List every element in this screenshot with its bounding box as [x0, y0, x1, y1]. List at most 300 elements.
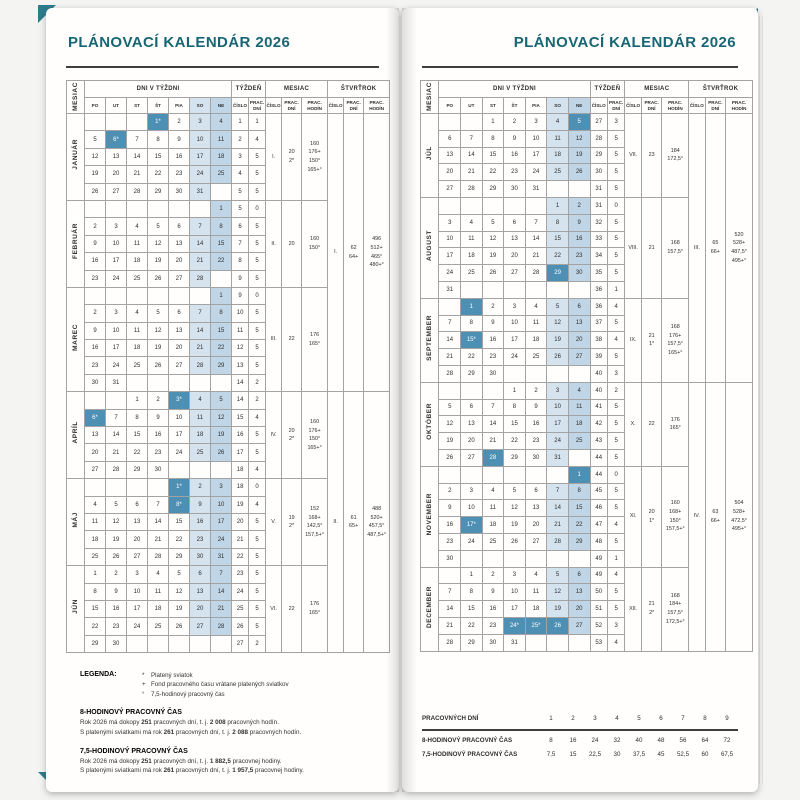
day-cell: 8: [211, 218, 232, 235]
day-cell: 12: [568, 130, 590, 147]
day-cell: 23: [85, 270, 106, 287]
week-number-cell: 23: [232, 566, 249, 583]
day-cell: 26: [482, 265, 504, 282]
month-hours-cell: 184 172,5°: [662, 114, 689, 198]
day-cell: 2: [439, 483, 461, 500]
week-number-cell: 36: [590, 281, 607, 298]
work-time-line: Rok 2026 má dokopy 251 pracovných dní, t. j. 1 882,5 pracovnej hodiny.: [80, 757, 282, 765]
column-header-month: MESIAC: [67, 81, 85, 114]
day-cell: [504, 550, 526, 567]
week-number-header: ČÍSLO: [232, 98, 249, 114]
day-cell: 26: [148, 270, 169, 287]
day-cell: 22: [504, 433, 526, 450]
day-cell: [461, 114, 483, 131]
day-cell: 9: [504, 130, 526, 147]
summary-value-cell: 16: [569, 737, 577, 744]
day-cell: 20: [568, 601, 590, 618]
day-column-header: NE: [211, 98, 232, 114]
day-cell: 25: [148, 618, 169, 635]
week-workdays-cell: 4: [249, 461, 266, 478]
day-cell: 19: [148, 253, 169, 270]
summary-row: [422, 748, 738, 762]
week-workdays-cell: 5: [249, 618, 266, 635]
day-cell: 15: [461, 601, 483, 618]
month-workdays-cell: 19 2*: [282, 479, 302, 566]
day-cell: 25: [461, 265, 483, 282]
day-cell: 10: [461, 500, 483, 517]
day-cell: 5: [169, 566, 190, 583]
summary-header-label: PRACOVNÝCH DNÍ: [422, 715, 479, 722]
day-cell: [148, 287, 169, 304]
week-workdays-cell: 0: [607, 197, 624, 214]
day-cell: 31: [525, 181, 547, 198]
day-cell: 13: [127, 513, 148, 530]
week-number-cell: 9: [232, 287, 249, 304]
day-cell: 31: [211, 548, 232, 565]
day-cell: 2: [169, 114, 190, 131]
day-cell: 13: [525, 500, 547, 517]
day-cell: [568, 449, 590, 466]
day-column-header: UT: [461, 98, 483, 114]
quarter-hours-cell: 488 520+ 457,5° 487,5+°: [364, 392, 390, 653]
week-number-cell: 27: [232, 635, 249, 652]
week-number-cell: 32: [590, 214, 607, 231]
day-cell: 16: [482, 601, 504, 618]
week-workdays-cell: 3: [607, 617, 624, 634]
day-cell: 22: [461, 349, 483, 366]
day-cell: 4: [461, 214, 483, 231]
holiday-day-cell: 8*: [169, 496, 190, 513]
day-cell: [106, 287, 127, 304]
day-cell: [169, 200, 190, 217]
week-number-cell: 2: [232, 131, 249, 148]
day-cell: 15: [85, 600, 106, 617]
day-cell: 17: [169, 427, 190, 444]
day-cell: 30: [169, 183, 190, 200]
week-workdays-cell: 5: [249, 600, 266, 617]
week-workdays-cell: 4: [249, 131, 266, 148]
week-workdays-cell: 0: [249, 200, 266, 217]
day-cell: 7: [439, 584, 461, 601]
month-workdays-cell: 20 2*: [282, 114, 302, 201]
day-cell: 21: [461, 164, 483, 181]
day-cell: [482, 550, 504, 567]
day-cell: 14: [439, 332, 461, 349]
day-cell: [85, 392, 106, 409]
week-workdays-cell: 4: [607, 298, 624, 315]
week-workdays-cell: 5: [607, 147, 624, 164]
day-cell: 12: [504, 500, 526, 517]
month-hours-cell: 176 165°: [662, 382, 689, 466]
day-cell: 25: [547, 164, 569, 181]
work-time-line: S platenými sviatkami má rok 261 pracovných dní, t. j. 2 088 pracovných hodín.: [80, 728, 302, 736]
week-number-cell: 47: [590, 517, 607, 534]
day-cell: 23: [439, 533, 461, 550]
day-cell: 3: [461, 483, 483, 500]
day-cell: [461, 197, 483, 214]
week-workdays-cell: 5: [249, 531, 266, 548]
day-cell: [525, 281, 547, 298]
summary-row-label: 7,5-HODINOVÝ PRACOVNÝ ČAS: [422, 751, 518, 758]
week-workdays-cell: 5: [249, 218, 266, 235]
day-cell: 24: [439, 265, 461, 282]
day-cell: 25: [482, 533, 504, 550]
day-cell: [461, 382, 483, 399]
week-number-cell: 39: [590, 349, 607, 366]
week-number-cell: 31: [590, 197, 607, 214]
week-number-cell: 28: [590, 130, 607, 147]
summary-value-cell: 60: [701, 751, 709, 758]
day-cell: 3: [190, 114, 211, 131]
holiday-day-cell: 25*: [525, 617, 547, 634]
day-cell: [568, 365, 590, 382]
day-cell: 31: [504, 634, 526, 651]
day-cell: 18: [211, 148, 232, 165]
month-workdays-header: PRAC. DNÍ: [282, 98, 302, 114]
day-cell: 8: [482, 130, 504, 147]
day-cell: 29: [211, 357, 232, 374]
day-cell: 13: [85, 427, 106, 444]
day-cell: 17: [525, 147, 547, 164]
day-cell: 14: [127, 148, 148, 165]
day-cell: 12: [547, 584, 569, 601]
month-hours-cell: 168 157,5°: [662, 197, 689, 298]
day-cell: [190, 200, 211, 217]
summary-value-cell: 7,5: [546, 751, 556, 758]
day-cell: 12: [85, 148, 106, 165]
day-cell: [547, 466, 569, 483]
day-cell: 20: [461, 433, 483, 450]
week-workdays-cell: 2: [249, 635, 266, 652]
day-cell: 15: [169, 513, 190, 530]
week-workdays-cell: 5: [249, 235, 266, 252]
day-cell: [85, 287, 106, 304]
day-column-header: PO: [85, 98, 106, 114]
day-cell: 6: [461, 399, 483, 416]
day-cell: 16: [106, 600, 127, 617]
day-cell: 20: [525, 517, 547, 534]
day-cell: 21: [190, 340, 211, 357]
day-cell: 11: [547, 130, 569, 147]
week-workdays-cell: 4: [607, 332, 624, 349]
day-cell: 15: [211, 322, 232, 339]
week-workdays-cell: 0: [607, 466, 624, 483]
day-cell: 6: [169, 305, 190, 322]
day-cell: 8: [547, 214, 569, 231]
day-cell: 25: [568, 433, 590, 450]
week-number-cell: 12: [232, 340, 249, 357]
day-cell: 25: [211, 166, 232, 183]
summary-column-header: 3: [593, 715, 597, 722]
quarter-hours-header: PRAC. HODÍN: [364, 98, 390, 114]
month-number-cell: IV.: [266, 392, 282, 479]
holiday-day-cell: 6*: [106, 131, 127, 148]
day-cell: [504, 281, 526, 298]
day-cell: 23: [482, 617, 504, 634]
day-cell: 30: [439, 550, 461, 567]
day-cell: 21: [439, 617, 461, 634]
day-cell: 13: [169, 235, 190, 252]
day-cell: [439, 298, 461, 315]
month-label: JÚL: [421, 114, 439, 198]
day-cell: 14: [106, 427, 127, 444]
day-cell: [169, 287, 190, 304]
day-cell: 22: [461, 617, 483, 634]
day-cell: 21: [106, 444, 127, 461]
day-cell: 22: [568, 517, 590, 534]
day-cell: 5: [504, 483, 526, 500]
week-number-cell: 27: [590, 114, 607, 131]
table-header-columns: [421, 98, 753, 114]
day-cell: [211, 635, 232, 652]
day-cell: 27: [169, 357, 190, 374]
week-number-cell: 18: [232, 461, 249, 478]
day-cell: 9: [439, 500, 461, 517]
holiday-day-cell: 15*: [461, 332, 483, 349]
day-cell: 18: [461, 248, 483, 265]
week-number-cell: 21: [232, 531, 249, 548]
day-cell: 2: [85, 218, 106, 235]
week-workdays-cell: 5: [607, 130, 624, 147]
day-cell: 29: [85, 635, 106, 652]
week-number-cell: 15: [232, 409, 249, 426]
week-workdays-cell: 2: [607, 382, 624, 399]
day-cell: [127, 479, 148, 496]
week-workdays-cell: 5: [607, 231, 624, 248]
day-cell: 2: [568, 197, 590, 214]
day-cell: 26: [439, 449, 461, 466]
day-cell: [461, 466, 483, 483]
day-cell: 5: [547, 567, 569, 584]
week-number-cell: 19: [232, 496, 249, 513]
day-cell: 30: [85, 374, 106, 391]
day-cell: [525, 197, 547, 214]
day-cell: 10: [504, 584, 526, 601]
week-workdays-cell: 5: [607, 315, 624, 332]
week-number-cell: 41: [590, 399, 607, 416]
holiday-day-cell: 1*: [169, 479, 190, 496]
day-cell: 29: [127, 461, 148, 478]
week-workdays-header: PRAC. DNÍ: [249, 98, 266, 114]
day-cell: 24: [211, 531, 232, 548]
day-cell: [148, 374, 169, 391]
day-cell: 29: [568, 533, 590, 550]
day-cell: 16: [85, 253, 106, 270]
day-cell: 27: [85, 461, 106, 478]
day-cell: 9: [482, 584, 504, 601]
day-cell: 21: [211, 600, 232, 617]
day-cell: 16: [190, 513, 211, 530]
week-workdays-cell: 5: [607, 483, 624, 500]
summary-value-cell: 64: [701, 737, 709, 744]
holiday-day-cell: 1: [461, 298, 483, 315]
day-cell: 7: [439, 315, 461, 332]
day-cell: 20: [169, 253, 190, 270]
day-cell: 3: [439, 214, 461, 231]
day-cell: 20: [169, 340, 190, 357]
day-cell: 6: [568, 567, 590, 584]
summary-value-cell: 32: [613, 737, 621, 744]
day-cell: [106, 114, 127, 131]
week-number-header: ČÍSLO: [590, 98, 607, 114]
day-column-header: PIA: [169, 98, 190, 114]
day-cell: 10: [106, 235, 127, 252]
day-cell: 15: [148, 148, 169, 165]
day-cell: 12: [169, 583, 190, 600]
week-number-cell: 5: [232, 200, 249, 217]
day-cell: 22: [547, 248, 569, 265]
day-cell: [482, 281, 504, 298]
day-cell: 7: [482, 399, 504, 416]
day-cell: [482, 197, 504, 214]
day-cell: 25: [525, 349, 547, 366]
day-cell: [211, 270, 232, 287]
summary-value-cell: 24: [591, 737, 599, 744]
quarter-number-header: ČÍSLO: [689, 98, 705, 114]
day-column-header: ŠT: [504, 98, 526, 114]
day-cell: 14: [547, 500, 569, 517]
summary-value-cell: 37,5: [632, 751, 646, 758]
day-cell: [106, 479, 127, 496]
day-cell: 18: [482, 517, 504, 534]
month-hours-cell: 168 184+ 157,5° 172,5+°: [662, 567, 689, 651]
day-cell: 13: [106, 148, 127, 165]
day-cell: 6: [568, 298, 590, 315]
day-cell: 6: [525, 483, 547, 500]
day-cell: [547, 181, 569, 198]
day-cell: 7: [127, 131, 148, 148]
week-number-cell: 44: [590, 449, 607, 466]
day-cell: 14: [482, 416, 504, 433]
day-cell: 24: [525, 164, 547, 181]
day-cell: 26: [106, 548, 127, 565]
day-cell: 21: [482, 433, 504, 450]
day-cell: 16: [85, 340, 106, 357]
week-workdays-cell: 1: [607, 281, 624, 298]
week-workdays-cell: 0: [249, 479, 266, 496]
day-cell: [127, 200, 148, 217]
column-group-week: TÝŽDEŇ: [590, 81, 625, 98]
day-cell: 2: [106, 566, 127, 583]
day-cell: 11: [482, 500, 504, 517]
week-workdays-cell: 5: [607, 214, 624, 231]
day-cell: 28: [148, 548, 169, 565]
day-cell: 21: [148, 531, 169, 548]
workdays-hours-summary-table: [422, 712, 738, 762]
week-number-cell: 30: [590, 164, 607, 181]
week-number-cell: 22: [232, 548, 249, 565]
day-cell: 9: [525, 399, 547, 416]
week-workdays-cell: 5: [249, 183, 266, 200]
day-cell: 16: [439, 517, 461, 534]
month-hours-cell: 160 168+ 150° 157,5+°: [662, 466, 689, 567]
day-cell: [439, 114, 461, 131]
day-cell: 12: [547, 315, 569, 332]
month-hours-header: PRAC. HODÍN: [302, 98, 328, 114]
holiday-day-cell: 24*: [504, 617, 526, 634]
day-cell: 18: [547, 147, 569, 164]
day-cell: [525, 365, 547, 382]
day-cell: 7: [525, 214, 547, 231]
day-cell: 15: [482, 147, 504, 164]
week-workdays-cell: 4: [607, 517, 624, 534]
quarter-number-cell: III.: [689, 114, 705, 383]
day-cell: 3: [106, 218, 127, 235]
week-number-cell: 51: [590, 601, 607, 618]
month-hours-header: PRAC. HODÍN: [662, 98, 689, 114]
day-cell: 22: [211, 340, 232, 357]
day-cell: 9: [482, 315, 504, 332]
day-cell: 27: [190, 618, 211, 635]
summary-value-cell: 72: [723, 737, 731, 744]
day-cell: 19: [547, 601, 569, 618]
day-cell: 9: [169, 131, 190, 148]
day-cell: 28: [127, 183, 148, 200]
column-header-month: MESIAC: [421, 81, 439, 114]
day-cell: 27: [439, 181, 461, 198]
day-cell: [127, 635, 148, 652]
day-cell: 29: [461, 634, 483, 651]
day-cell: 11: [525, 584, 547, 601]
day-cell: 3: [504, 567, 526, 584]
day-cell: 23: [106, 618, 127, 635]
day-cell: 23: [148, 444, 169, 461]
column-group-quarter: ŠTVRŤROK: [328, 81, 390, 98]
day-cell: 27: [568, 617, 590, 634]
week-number-cell: 33: [590, 231, 607, 248]
month-hours-cell: 152 168+ 142,5° 157,5+°: [302, 479, 328, 566]
planning-calendar-table: [66, 80, 390, 653]
week-number-cell: 37: [590, 315, 607, 332]
week-workdays-cell: 0: [249, 287, 266, 304]
day-cell: 1: [461, 567, 483, 584]
week-number-cell: 29: [590, 147, 607, 164]
day-cell: 27: [106, 183, 127, 200]
day-cell: 2: [85, 305, 106, 322]
day-cell: 22: [85, 618, 106, 635]
day-cell: 6: [190, 566, 211, 583]
day-column-header: UT: [106, 98, 127, 114]
day-cell: 18: [148, 600, 169, 617]
day-cell: 22: [211, 253, 232, 270]
day-cell: 20: [504, 248, 526, 265]
day-cell: 9: [85, 235, 106, 252]
week-number-cell: 11: [232, 322, 249, 339]
month-number-cell: V.: [266, 479, 282, 566]
day-cell: [525, 466, 547, 483]
summary-row: [422, 734, 738, 748]
day-cell: 3: [525, 114, 547, 131]
day-cell: 2: [148, 392, 169, 409]
day-cell: 30: [482, 365, 504, 382]
day-cell: 13: [568, 584, 590, 601]
day-cell: 29: [461, 365, 483, 382]
summary-value-cell: 40: [635, 737, 643, 744]
week-number-cell: 46: [590, 500, 607, 517]
day-cell: 4: [85, 496, 106, 513]
day-cell: 23: [525, 433, 547, 450]
day-cell: 4: [211, 114, 232, 131]
month-number-cell: I.: [266, 114, 282, 201]
quarter-number-cell: II.: [328, 392, 344, 653]
day-cell: 19: [169, 600, 190, 617]
holiday-day-cell: 17*: [461, 517, 483, 534]
day-cell: 19: [148, 340, 169, 357]
week-number-cell: 42: [590, 416, 607, 433]
month-workdays-cell: 22: [282, 287, 302, 391]
day-cell: 8: [461, 315, 483, 332]
page-title: PLÁNOVACÍ KALENDÁR 2026: [513, 34, 736, 51]
